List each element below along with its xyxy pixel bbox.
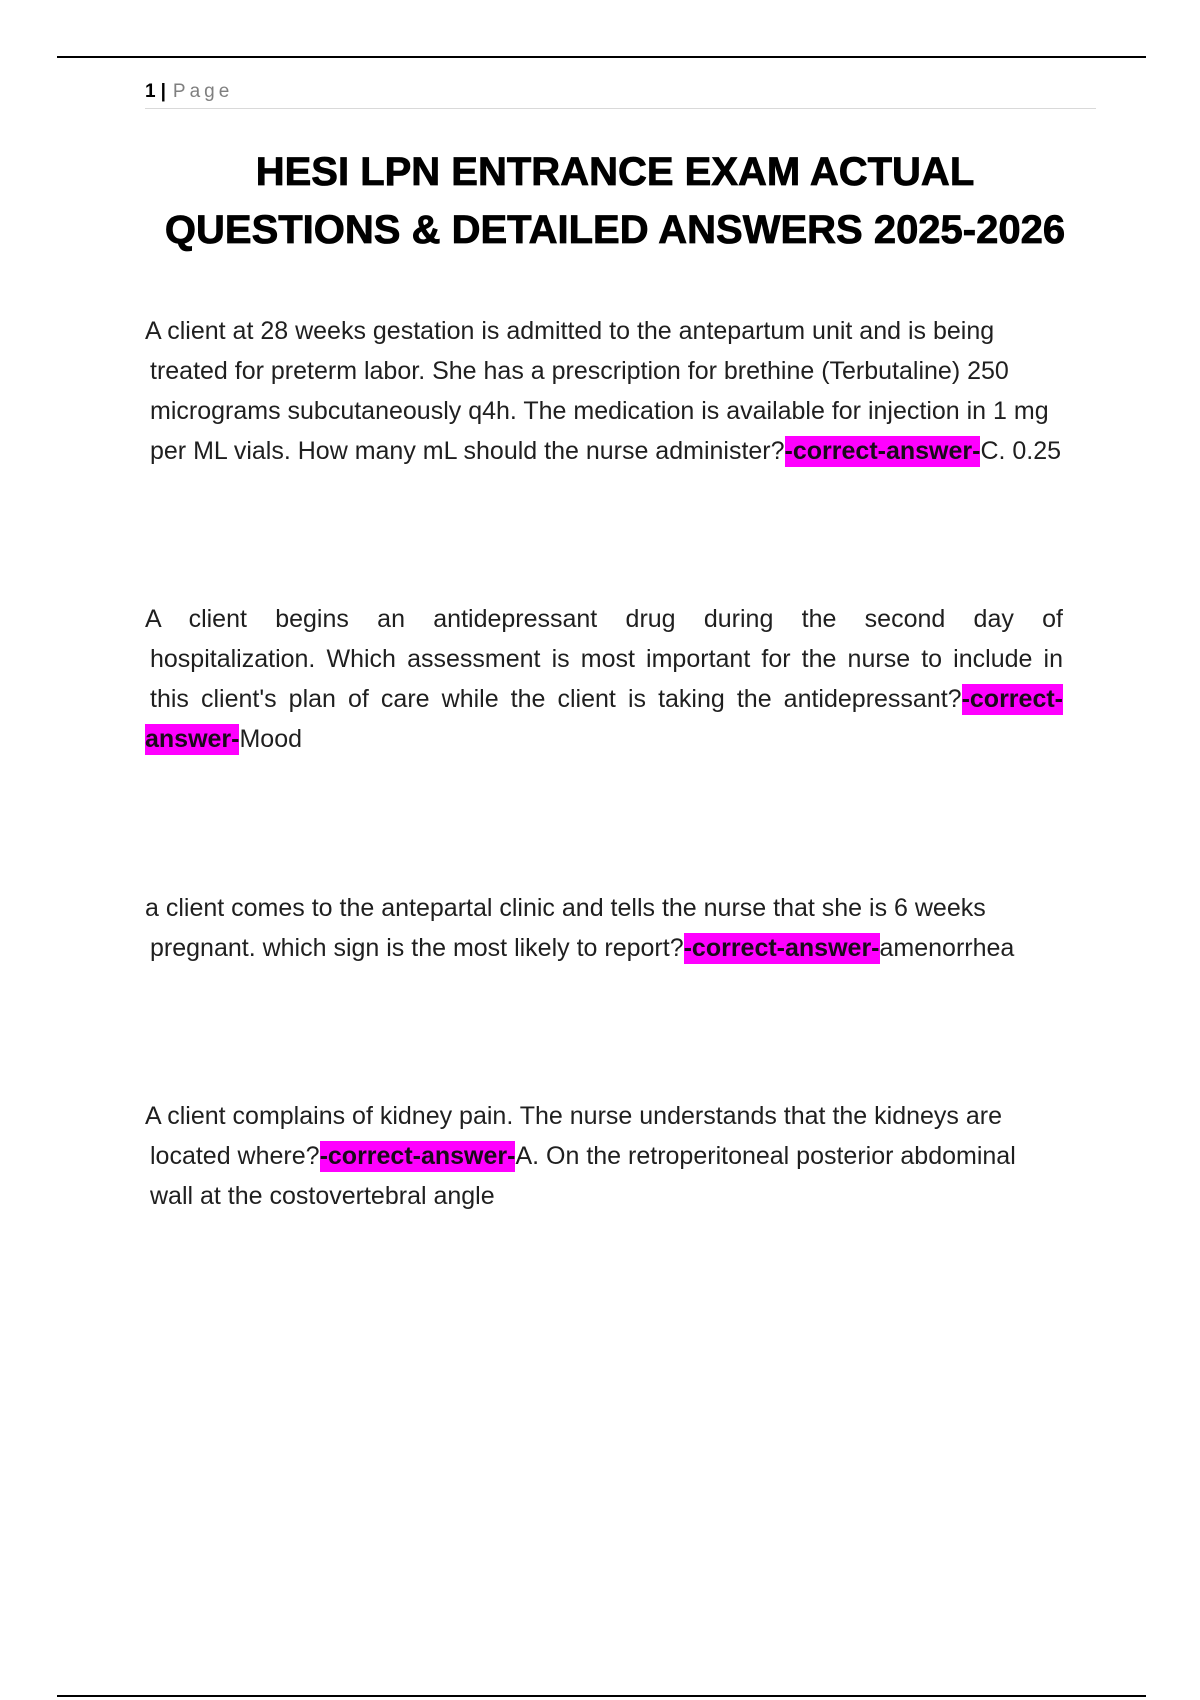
question-text-line: hospitalization. Which assessment is most important for the nurse to include in [150, 645, 1063, 673]
question-block-1 [145, 311, 1062, 471]
question-text-line: A client complains of kidney pain. The nurse understands that the kidneys are [145, 1102, 1002, 1130]
top-border-rule [57, 56, 1146, 58]
page-label: Page [172, 81, 234, 102]
header-underline [145, 108, 1096, 109]
answer-text: A. On the retroperitoneal posterior abdominal wall at the costovertebral angle [150, 1142, 1016, 1210]
question-answer-line [150, 928, 1014, 968]
correct-answer-marker: -correct-answer- [683, 934, 880, 962]
answer-text: Mood [239, 725, 303, 753]
question-text-line: A client begins an antidepressant drug during the second day of [145, 605, 1063, 633]
question-text-line: micrograms subcutaneously q4h. The medication is available for injection in 1 mg [150, 397, 1049, 425]
question-answer-line [150, 1136, 1050, 1216]
page-header [145, 80, 233, 104]
question-text-line: located where? [150, 1142, 320, 1170]
question-block-4 [145, 1096, 1050, 1216]
bottom-border-rule [57, 1695, 1146, 1697]
question-text-line: per ML vials. How many mL should the nurse administer? [150, 437, 785, 465]
question-text-line: A client at 28 weeks gestation is admitted to the antepartum unit and is being [145, 317, 995, 345]
correct-answer-marker: -correct-answer- [145, 685, 1063, 753]
question-text-line: this client's plan of care while the client is taking the antidepressant? [150, 685, 962, 713]
answer-text: amenorrhea [879, 934, 1015, 962]
document-title [145, 143, 1085, 259]
title-line-1: HESI LPN ENTRANCE EXAM ACTUAL [255, 150, 975, 194]
correct-answer-marker: -correct-answer- [319, 1142, 516, 1170]
question-text-line: pregnant. which sign is the most likely to report? [150, 934, 684, 962]
question-answer-line [145, 679, 1063, 759]
question-text-line: a client comes to the antepartal clinic and tells the nurse that she is 6 weeks [145, 894, 986, 922]
correct-answer-marker: -correct-answer- [784, 437, 981, 465]
page-number: 1 [145, 81, 156, 102]
question-answer-line [150, 431, 1061, 471]
question-text-line: treated for preterm labor. She has a prescription for brethine (Terbutaline) 250 [150, 357, 1009, 385]
question-block-2 [145, 599, 1063, 759]
title-line-2: QUESTIONS & DETAILED ANSWERS 2025-2026 [164, 208, 1066, 252]
answer-text: C. 0.25 [980, 437, 1062, 465]
question-block-3 [145, 888, 1015, 968]
page-number-separator: | [160, 81, 166, 102]
